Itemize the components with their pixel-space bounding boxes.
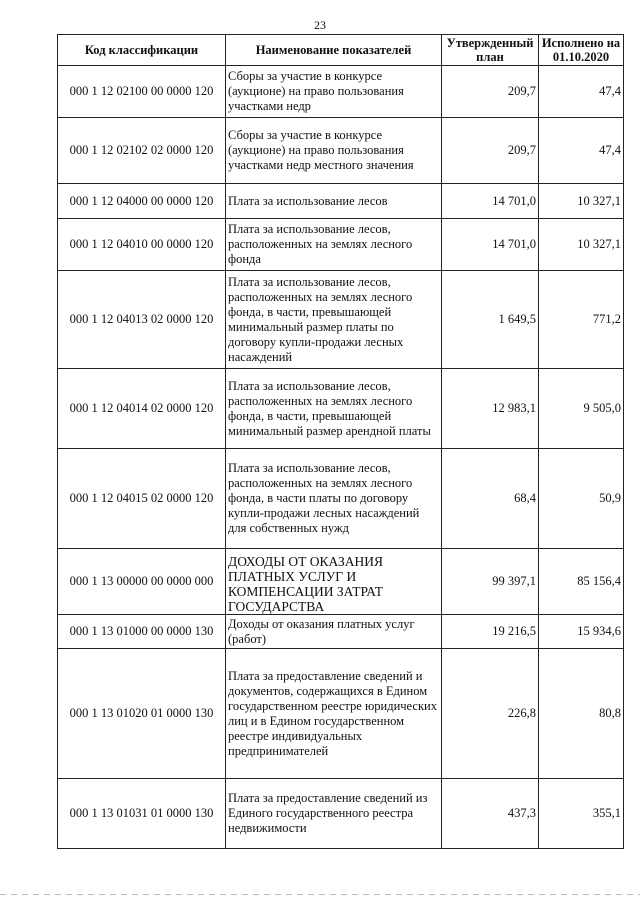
row-name: Плата за предоставление сведений из Единого государственного реестра недвижимости <box>226 779 442 849</box>
row-code: 000 1 13 01000 00 0000 130 <box>58 615 226 649</box>
row-plan: 209,7 <box>442 118 539 184</box>
table-row <box>58 649 624 779</box>
row-name: Плата за использование лесов, расположенных на землях лесного фонда, в части, превышающей минимальный размер платы по договору купли-продажи лесных насаждений <box>226 271 442 369</box>
budget-table <box>57 34 624 849</box>
table-row <box>58 118 624 184</box>
row-plan: 14 701,0 <box>442 219 539 271</box>
table-row <box>58 449 624 549</box>
row-code: 000 1 12 04013 02 0000 120 <box>58 271 226 369</box>
row-executed: 10 327,1 <box>539 219 624 271</box>
header-name: Наименование показателей <box>226 35 442 66</box>
table-row <box>58 66 624 118</box>
table-row <box>58 184 624 219</box>
row-name: Плата за использование лесов, расположенных на землях лесного фонда <box>226 219 442 271</box>
row-code: 000 1 13 01020 01 0000 130 <box>58 649 226 779</box>
header-executed: Исполнено на 01.10.2020 <box>539 35 624 66</box>
row-plan: 437,3 <box>442 779 539 849</box>
row-plan: 68,4 <box>442 449 539 549</box>
row-plan: 19 216,5 <box>442 615 539 649</box>
row-plan: 99 397,1 <box>442 549 539 615</box>
row-executed: 9 505,0 <box>539 369 624 449</box>
row-code: 000 1 12 04010 00 0000 120 <box>58 219 226 271</box>
row-code: 000 1 12 04000 00 0000 120 <box>58 184 226 219</box>
row-code: 000 1 13 00000 00 0000 000 <box>58 549 226 615</box>
row-name: Сборы за участие в конкурсе (аукционе) на право пользования участками недр местного значения <box>226 118 442 184</box>
row-code: 000 1 12 04014 02 0000 120 <box>58 369 226 449</box>
row-name: Сборы за участие в конкурсе (аукционе) на право пользования участками недр <box>226 66 442 118</box>
header-code: Код классификации <box>58 35 226 66</box>
row-code: 000 1 13 01031 01 0000 130 <box>58 779 226 849</box>
table-header-row <box>58 35 624 66</box>
row-name: Плата за использование лесов <box>226 184 442 219</box>
row-name: Плата за предоставление сведений и документов, содержащихся в Едином государственном реестре юридических лиц и в Едином государственном реестре индивидуальных предпринимателей <box>226 649 442 779</box>
table-row <box>58 271 624 369</box>
row-code: 000 1 12 02102 02 0000 120 <box>58 118 226 184</box>
row-plan: 226,8 <box>442 649 539 779</box>
row-executed: 50,9 <box>539 449 624 549</box>
row-executed: 47,4 <box>539 66 624 118</box>
row-code: 000 1 12 02100 00 0000 120 <box>58 66 226 118</box>
table-row <box>58 219 624 271</box>
row-name: Доходы от оказания платных услуг (работ) <box>226 615 442 649</box>
row-executed: 47,4 <box>539 118 624 184</box>
row-code: 000 1 12 04015 02 0000 120 <box>58 449 226 549</box>
row-plan: 14 701,0 <box>442 184 539 219</box>
scan-artifact-line <box>0 894 640 895</box>
row-executed: 10 327,1 <box>539 184 624 219</box>
row-executed: 771,2 <box>539 271 624 369</box>
row-plan: 209,7 <box>442 66 539 118</box>
row-executed: 80,8 <box>539 649 624 779</box>
header-plan: Утвержденный план <box>442 35 539 66</box>
row-plan: 12 983,1 <box>442 369 539 449</box>
row-plan: 1 649,5 <box>442 271 539 369</box>
table-row <box>58 615 624 649</box>
row-executed: 15 934,6 <box>539 615 624 649</box>
page-number: 23 <box>314 18 326 32</box>
row-name: Плата за использование лесов, расположенных на землях лесного фонда, в части платы по договору купли-продажи лесных насаждений для собственных нужд <box>226 449 442 549</box>
table-row <box>58 779 624 849</box>
table-row <box>58 549 624 615</box>
row-name: ДОХОДЫ ОТ ОКАЗАНИЯ ПЛАТНЫХ УСЛУГ И КОМПЕНСАЦИИ ЗАТРАТ ГОСУДАРСТВА <box>226 549 442 615</box>
table-row <box>58 369 624 449</box>
row-executed: 85 156,4 <box>539 549 624 615</box>
row-name: Плата за использование лесов, расположенных на землях лесного фонда, в части, превышающей минимальный размер арендной платы <box>226 369 442 449</box>
row-executed: 355,1 <box>539 779 624 849</box>
